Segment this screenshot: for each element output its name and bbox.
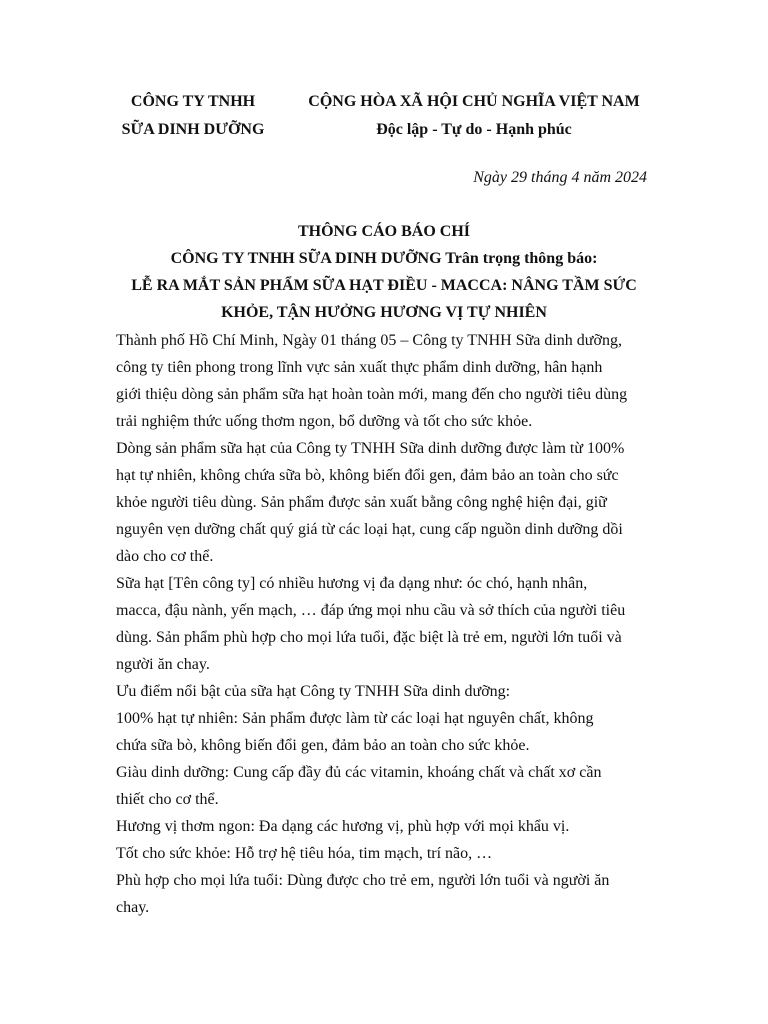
body-line: chay. — [116, 899, 150, 916]
body-line: chứa sữa bò, không biến đổi gen, đảm bảo an toàn cho sức khỏe. — [116, 737, 530, 754]
body-line: Giàu dinh dưỡng: Cung cấp đầy đủ các vitamin, khoáng chất và chất xơ cần — [116, 764, 602, 781]
body-line: macca, đậu nành, yến mạch, … đáp ứng mọi nhu cầu và sở thích của người tiêu — [116, 602, 626, 619]
press-release-body — [116, 327, 661, 921]
title-line-3: LỄ RA MẮT SẢN PHẨM SỮA HẠT ĐIỀU - MACCA: NÂNG TẦM SỨC — [131, 277, 637, 294]
body-line: hạt tự nhiên, không chứa sữa bò, không biến đổi gen, đảm bảo an toàn cho sức — [116, 467, 619, 484]
company-header — [100, 88, 286, 144]
national-motto: Độc lập - Tự do - Hạnh phúc — [376, 121, 572, 138]
company-name-line-1: CÔNG TY TNHH — [130, 93, 256, 110]
body-line: thiết cho cơ thể. — [116, 791, 219, 808]
body-line: 100% hạt tự nhiên: Sản phẩm được làm từ các loại hạt nguyên chất, không — [116, 710, 594, 727]
body-line: dào cho cơ thể. — [116, 548, 214, 565]
body-line: công ty tiên phong trong lĩnh vực sản xuất thực phẩm dinh dưỡng, hân hạnh — [116, 359, 603, 376]
body-line: Tốt cho sức khỏe: Hỗ trợ hệ tiêu hóa, tim mạch, trí não, … — [116, 845, 493, 862]
national-title: CỘNG HÒA XÃ HỘI CHỦ NGHĨA VIỆT NAM — [308, 93, 640, 110]
document-date: Ngày 29 tháng 4 năm 2024 — [473, 169, 647, 186]
body-line: Thành phố Hồ Chí Minh, Ngày 01 tháng 05 – Công ty TNHH Sữa dinh dưỡng, — [116, 332, 622, 349]
body-line: Sữa hạt [Tên công ty] có nhiều hương vị đa dạng như: óc chó, hạnh nhân, — [116, 575, 588, 592]
title-line-2: CÔNG TY TNHH SỮA DINH DƯỠNG Trân trọng thông báo: — [170, 250, 598, 267]
body-line: nguyên vẹn dưỡng chất quý giá từ các loại hạt, cung cấp nguồn dinh dưỡng dồi — [116, 521, 623, 538]
body-line: khỏe người tiêu dùng. Sản phẩm được sản xuất bằng công nghệ hiện đại, giữ — [116, 494, 607, 511]
body-line: Dòng sản phẩm sữa hạt của Công ty TNHH Sữa dinh dưỡng được làm từ 100% — [116, 440, 625, 457]
body-line: người ăn chay. — [116, 656, 210, 673]
press-release-title — [110, 218, 658, 326]
title-line-4: KHỎE, TẬN HƯỞNG HƯƠNG VỊ TỰ NHIÊN — [221, 304, 547, 321]
body-line: giới thiệu dòng sản phẩm sữa hạt hoàn toàn mới, mang đến cho người tiêu dùng — [116, 386, 628, 403]
body-line: Hương vị thơm ngon: Đa dạng các hương vị, phù hợp với mọi khẩu vị. — [116, 818, 570, 835]
title-line-1: THÔNG CÁO BÁO CHÍ — [297, 223, 470, 240]
body-line: Ưu điểm nổi bật của sữa hạt Công ty TNHH Sữa dinh dưỡng: — [116, 683, 511, 700]
body-line: dùng. Sản phẩm phù hợp cho mọi lứa tuổi, đặc biệt là trẻ em, người lớn tuổi và — [116, 629, 622, 646]
body-line: Phù hợp cho mọi lứa tuổi: Dùng được cho trẻ em, người lớn tuổi và người ăn — [116, 872, 610, 889]
company-name-line-2: SỮA DINH DƯỠNG — [121, 121, 265, 138]
national-motto-header — [288, 88, 660, 144]
body-line: trải nghiệm thức uống thơm ngon, bổ dưỡng và tốt cho sức khỏe. — [116, 413, 533, 430]
